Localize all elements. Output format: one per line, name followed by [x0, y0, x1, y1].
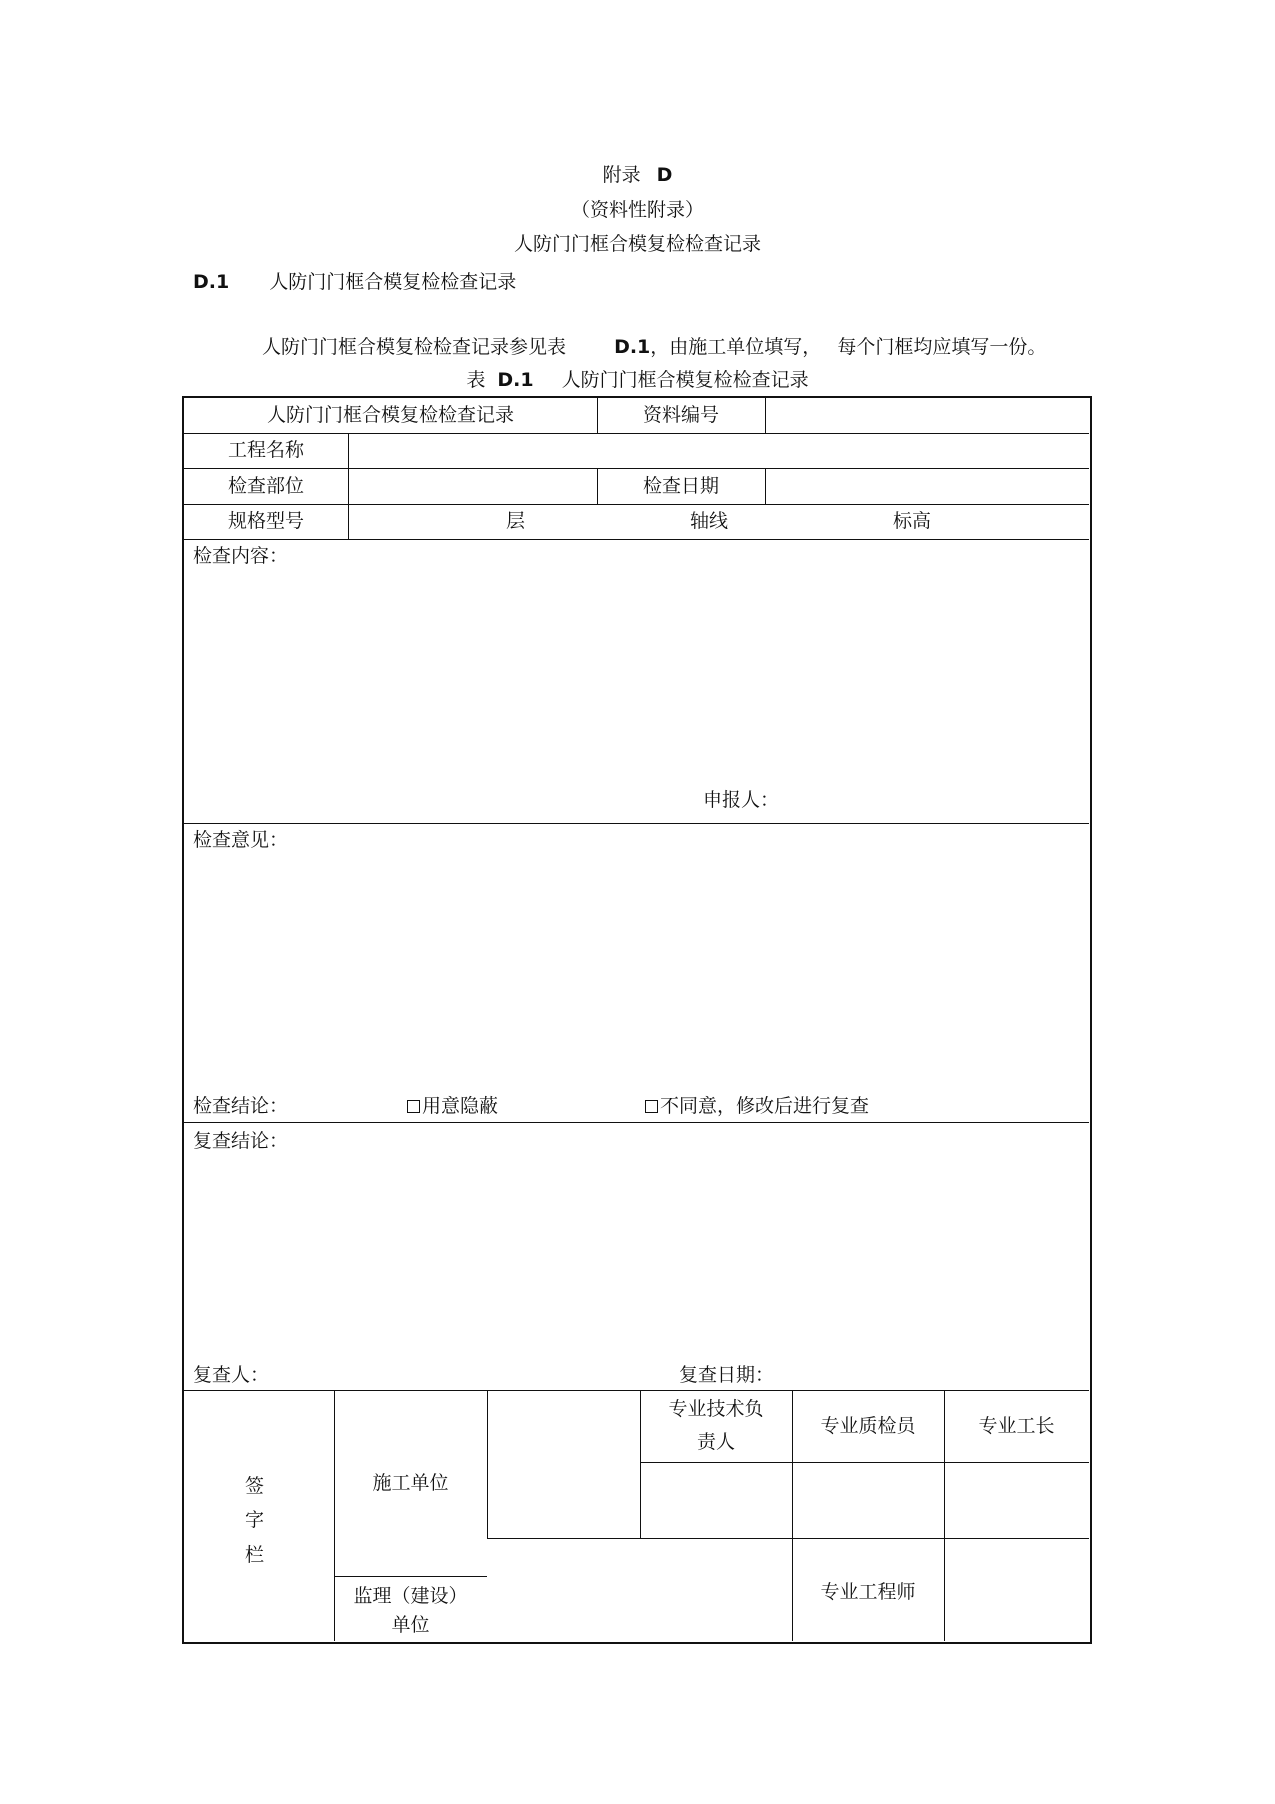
caption-prefix: 表 — [466, 369, 486, 391]
elevation-label: 标高 — [893, 510, 932, 532]
agree-checkbox[interactable] — [407, 1100, 420, 1113]
tech-lead-label-line2: 责人 — [696, 1431, 735, 1453]
inspection-record-form — [182, 396, 1092, 1644]
disagree-checkbox[interactable] — [645, 1100, 658, 1113]
foreman-signature[interactable] — [945, 1465, 1087, 1535]
row-line — [184, 539, 1089, 540]
row-line — [184, 504, 1089, 505]
applicant-label: 申报人： — [703, 789, 780, 811]
date-label: 检查日期 — [642, 475, 719, 497]
supervision-label-line2: 单位 — [391, 1614, 430, 1636]
row-line — [184, 1122, 1089, 1123]
row-line — [184, 433, 1089, 434]
quality-inspector-label: 专业质检员 — [820, 1415, 916, 1437]
caption-number: D.1 — [497, 369, 534, 391]
project-name-value[interactable] — [349, 436, 1089, 466]
tech-lead-label-line1: 专业技术负 — [668, 1398, 764, 1420]
sign-col-char-1: 签 — [245, 1475, 265, 1497]
opinion-area[interactable] — [193, 854, 1073, 1084]
agree-option-label: 用意隐蔽 — [422, 1095, 499, 1117]
quality-inspector-signature[interactable] — [793, 1465, 943, 1535]
date-value[interactable] — [766, 471, 1089, 501]
construction-unit-label: 施工单位 — [372, 1472, 449, 1494]
appendix-title: 人防门门框合模复检检查记录 — [513, 233, 761, 255]
row-line — [184, 468, 1089, 469]
form-title: 人防门门框合模复检检查记录 — [266, 404, 514, 426]
doc-no-label: 资料编号 — [642, 404, 719, 426]
opinion-label: 检查意见： — [193, 829, 289, 851]
tech-lead-signature[interactable] — [641, 1465, 791, 1535]
disagree-option-label: 不同意，修改后进行复查 — [660, 1095, 870, 1117]
content-area[interactable] — [193, 570, 1073, 790]
appendix-letter: D — [656, 164, 673, 186]
row-line — [487, 1538, 1089, 1539]
caption-title: 人防门门框合模复检检查记录 — [561, 369, 809, 391]
content-label: 检查内容： — [193, 545, 289, 567]
row-line — [334, 1576, 487, 1577]
intro-text-2: ，由施工单位填写， — [650, 336, 822, 358]
table-caption — [0, 365, 1275, 392]
rechecker-label: 复查人： — [193, 1364, 270, 1386]
location-label: 检查部位 — [227, 475, 304, 497]
intro-text-1: 人防门门框合模复检检查记录参见表 — [262, 336, 567, 358]
row-line — [184, 1390, 1089, 1391]
appendix-note: （资料性附录） — [570, 199, 704, 221]
engineer-label: 专业工程师 — [820, 1581, 916, 1603]
project-name-label: 工程名称 — [227, 439, 304, 461]
doc-no-value[interactable] — [766, 401, 1089, 431]
intro-text-3: 每个门框均应填写一份。 — [837, 336, 1047, 358]
disagree-option[interactable] — [645, 1094, 869, 1118]
conclusion-label: 检查结论： — [193, 1095, 289, 1117]
location-value[interactable] — [349, 471, 597, 501]
spec-label: 规格型号 — [227, 510, 304, 532]
row-line — [184, 823, 1089, 824]
section-title: 人防门门框合模复检检查记录 — [269, 271, 517, 293]
agree-option[interactable] — [407, 1094, 498, 1118]
sign-col-char-3: 栏 — [245, 1544, 265, 1566]
supervision-label-line1: 监理（建设） — [353, 1585, 468, 1607]
section-heading — [193, 267, 516, 294]
axis-label: 轴线 — [690, 510, 729, 532]
intro-table-ref: D.1 — [614, 336, 651, 358]
recheck-label: 复查结论： — [193, 1130, 289, 1152]
section-number: D.1 — [193, 271, 230, 293]
foreman-label: 专业工长 — [978, 1415, 1055, 1437]
floor-label: 层 — [506, 510, 526, 532]
col-line — [487, 1390, 488, 1538]
row-line — [640, 1462, 1089, 1463]
appendix-heading — [0, 160, 1275, 187]
recheck-area[interactable] — [193, 1155, 1073, 1355]
appendix-label: 附录 — [602, 164, 641, 186]
engineer-signature[interactable] — [945, 1541, 1087, 1637]
sign-col-char-2: 字 — [245, 1509, 265, 1531]
intro-paragraph — [262, 332, 1046, 359]
recheck-date-label: 复查日期： — [679, 1364, 775, 1386]
